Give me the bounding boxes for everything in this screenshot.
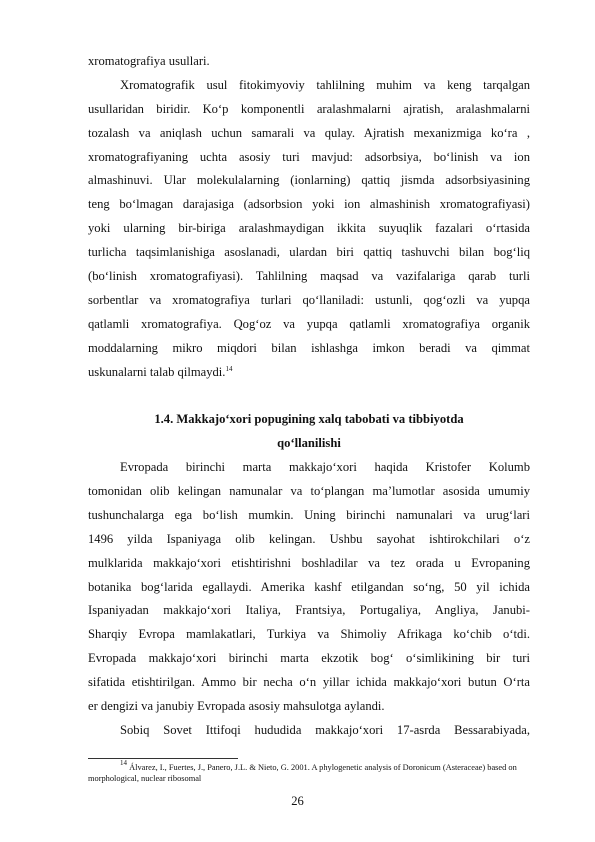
text-line: usullaridan biridir. Ko‘p komponentli aralashmalarni ajratish, aralashmalarni [88, 101, 530, 116]
text-line: qatlamli xromatografiya. Qog‘oz va yupqa qatlamli xromatografiya organik [88, 316, 530, 331]
text-line: sifatida etishtirilgan. Ammo bir necha o‘n yillar ichida makkajo‘xori butun O‘rta [88, 675, 530, 690]
text-line: tomonidan olib kelingan namunalar va to‘plangan ma’lumotlar asosida umumiy [88, 484, 530, 499]
footnote-number: 14 [120, 759, 127, 767]
text-line: (bo‘linish xromatografiyasi). Tahlilning maqsad va vazifalariga qarab turli [88, 269, 530, 284]
footnote [88, 759, 530, 784]
text-line: teng bo‘lmagan darajasiga (adsorbsion yoki ion almashinish xromatografiyasi) [88, 197, 530, 212]
text-line: Xromatografik usul fitokimyoviy tahlilning muhim va keng tarqalgan [120, 77, 530, 92]
blank-line [88, 384, 530, 408]
text-line: yoki ularning bir-biriga aralashmaydigan ikkita suyuqlik fazalari o‘rtasida [88, 221, 530, 236]
text-line: er dengizi va janubiy Evropada asosiy mahsulotga aylandi. [88, 699, 385, 714]
text-line: Ispaniyadan makkajo‘xori Italiya, Frantsiya, Portugaliya, Angliya, Janubi- [88, 603, 530, 618]
text-line: tushunchalarga ega bo‘lish mumkin. Uning birinchi namunalari va urug‘lari [88, 507, 530, 522]
footnote-divider [88, 758, 238, 759]
section-heading: 1.4. Makkajo‘xori popugining xalq tabobati va tibbiyotda [154, 412, 464, 427]
text-line: moddalarning mikro miqdori bilan ishlashga imkon beradi va qimmat [88, 340, 530, 355]
page-content [88, 50, 530, 743]
footnote-reference: 14 [225, 364, 233, 373]
text-line: Sobiq Sovet Ittifoqi hududida makkajo‘xori 17-asrda Bessarabiyada, [120, 722, 530, 737]
text-line: Evropada birinchi marta makkajo‘xori haqida Kristofer Kolumb [120, 460, 530, 475]
text-line-last [88, 361, 530, 385]
text-line: xromatografiya usullari. [88, 54, 210, 68]
text-line: xromatografiyaning uchta asosiy turi mavjud: adsorbsiya, bo‘linish va ion [88, 149, 530, 164]
text-line: turlicha taqsimlanishiga asoslanadi, ulardan biri qattiq tashuvchi bilan bog‘liq [88, 245, 530, 260]
text-line: 1496 yilda Ispaniyaga olib kelingan. Ushbu sayohat ishtirokchilari o‘z [88, 531, 530, 546]
text-line: Sharqiy Evropa mamlakatlari, Turkiya va Shimoliy Afrikaga ko‘chib o‘tdi. [88, 627, 530, 642]
section-heading-continued: qo‘llanilishi [277, 436, 341, 451]
page-number: 26 [291, 794, 304, 808]
footnote-text: Álvarez, I., Fuertes, J., Panero, J.L. & Nieto, G. 2001. A phylogenetic analysis of Doronicum (Asteraceae) based on morphological, nuclear ribosomal [88, 763, 517, 783]
text-line: botanika bog‘larida egallaydi. Amerika kashf etilgandan so‘ng, 50 yil ichida [88, 579, 530, 594]
text-line: mulklarida makkajo‘xori etishtirishni boshladilar va tez orada u Evropaning [88, 555, 530, 570]
text-line-content: uskunalarni talab qilmaydi. [88, 364, 226, 379]
text-line: tozalash va aniqlash uchun samarali va qulay. Ajratish mexanizmiga ko‘ra , [88, 125, 530, 140]
text-line: sorbentlar va xromatografiya turlari qo‘llaniladi: ustunli, qog‘ozli va yupqa [88, 292, 530, 307]
text-line: Evropada makkajo‘xori birinchi marta ekzotik bog‘ o‘simlikining bir turi [88, 651, 530, 666]
text-line: almashinuvi. Ular molekulalarning (ionlarning) qattiq jismda adsorbsiyasining [88, 173, 530, 188]
